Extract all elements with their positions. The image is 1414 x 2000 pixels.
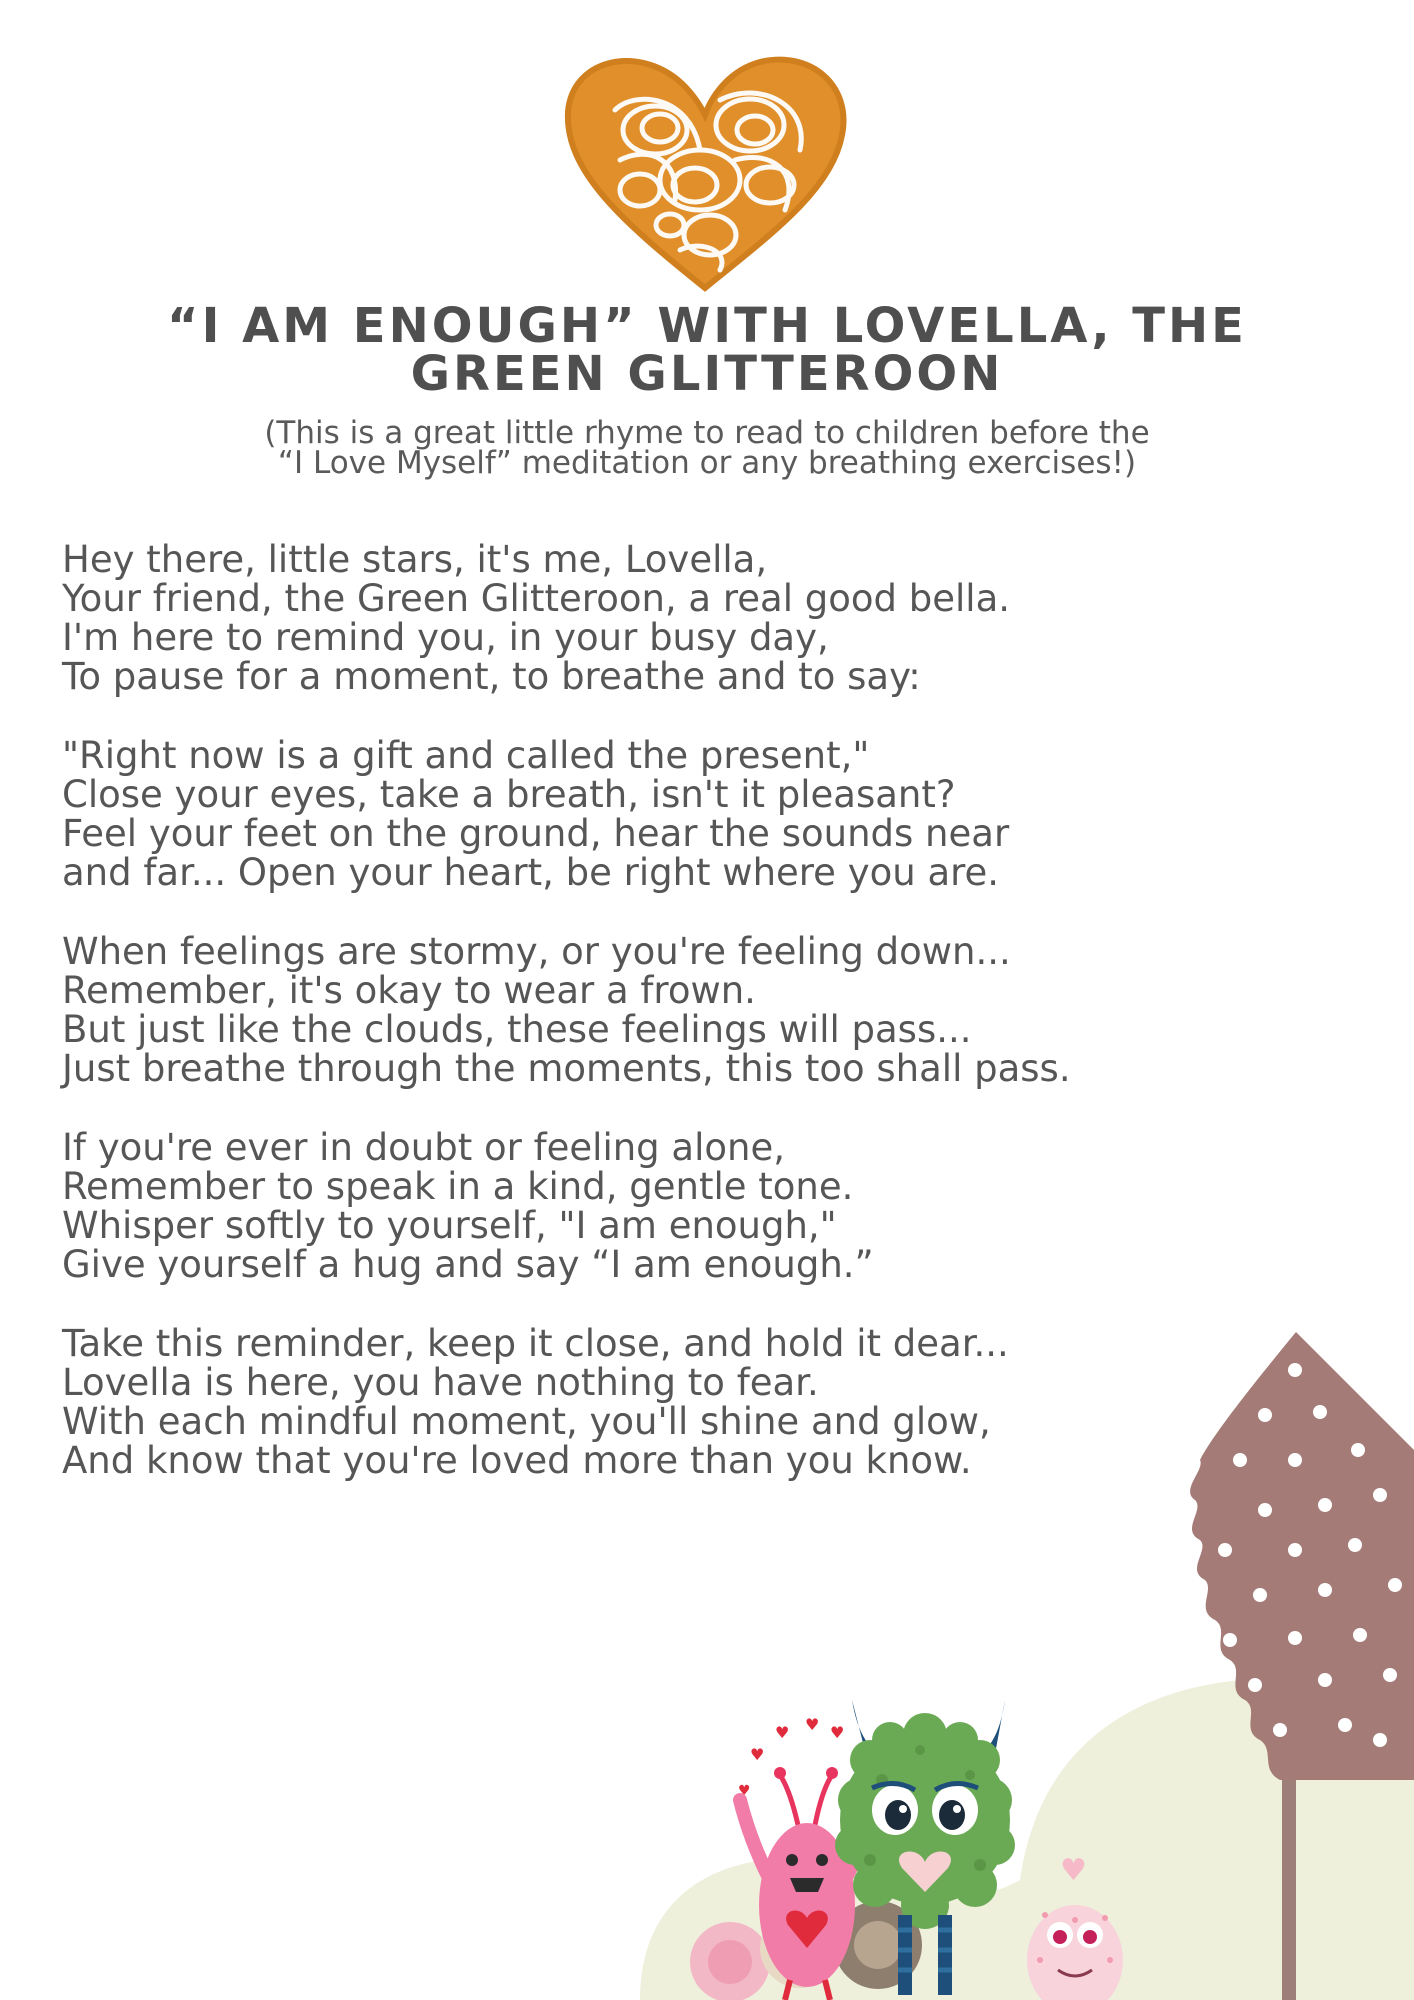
poem-line: Your friend, the Green Glitteroon, a real good bella.: [62, 577, 1010, 620]
stanza-3: [62, 932, 1262, 1088]
poem-line: Lovella is here, you have nothing to fear.: [62, 1361, 819, 1404]
poem-line: "Right now is a gift and called the present,": [62, 734, 870, 777]
scribble-heart-icon: [560, 50, 850, 295]
svg-text:♥: ♥: [1060, 1853, 1087, 1888]
poem-line: Whisper softly to yourself, "I am enough,": [62, 1204, 837, 1247]
poem-line: With each mindful moment, you'll shine and glow,: [62, 1400, 991, 1443]
poem-line: Give yourself a hug and say “I am enough.”: [62, 1243, 874, 1286]
poem-line: Hey there, little stars, it's me, Lovella,: [62, 538, 768, 581]
subtitle: [0, 415, 1414, 481]
svg-text:♥: ♥: [738, 1783, 751, 1799]
poem-line: Feel your feet on the ground, hear the sounds near: [62, 812, 1010, 855]
svg-text:♥: ♥: [775, 1723, 790, 1742]
poem-line: Close your eyes, take a breath, isn't it pleasant?: [62, 773, 956, 816]
poem-line: If you're ever in doubt or feeling alone,: [62, 1126, 785, 1169]
poem-line: But just like the clouds, these feelings will pass...: [62, 1008, 972, 1051]
subtitle-line-1: (This is a great little rhyme to read to children before the: [264, 415, 1150, 451]
poem-line: Remember to speak in a kind, gentle tone.: [62, 1165, 854, 1208]
poem-line: To pause for a moment, to breathe and to say:: [62, 655, 921, 698]
stanza-2: [62, 736, 1262, 892]
svg-text:♥: ♥: [830, 1723, 845, 1742]
stanza-4: [62, 1128, 1262, 1284]
poem-line: and far... Open your heart, be right where you are.: [62, 851, 1000, 894]
poem-line: When feelings are stormy, or you're feeling down...: [62, 930, 1011, 973]
poem-line: And know that you're loved more than you know.: [62, 1439, 972, 1482]
poem-line: Just breathe through the moments, this too shall pass.: [62, 1047, 1071, 1090]
poem-line: Remember, it's okay to wear a frown.: [62, 969, 756, 1012]
title-line-2: GREEN GLITTEROON: [410, 346, 1004, 402]
subtitle-line-2: “I Love Myself” meditation or any breathing exercises!): [277, 445, 1137, 481]
poem-line: Take this reminder, keep it close, and hold it dear...: [62, 1322, 1009, 1365]
svg-text:♥: ♥: [750, 1745, 765, 1764]
poem-line: I'm here to remind you, in your busy day,: [62, 616, 829, 659]
title-line-1: “I AM ENOUGH” WITH LOVELLA, THE: [167, 298, 1247, 354]
illustration-scene: [620, 1320, 1414, 2000]
stanza-1: [62, 540, 1262, 696]
svg-text:♥: ♥: [805, 1715, 820, 1734]
page-title: [0, 298, 1414, 402]
